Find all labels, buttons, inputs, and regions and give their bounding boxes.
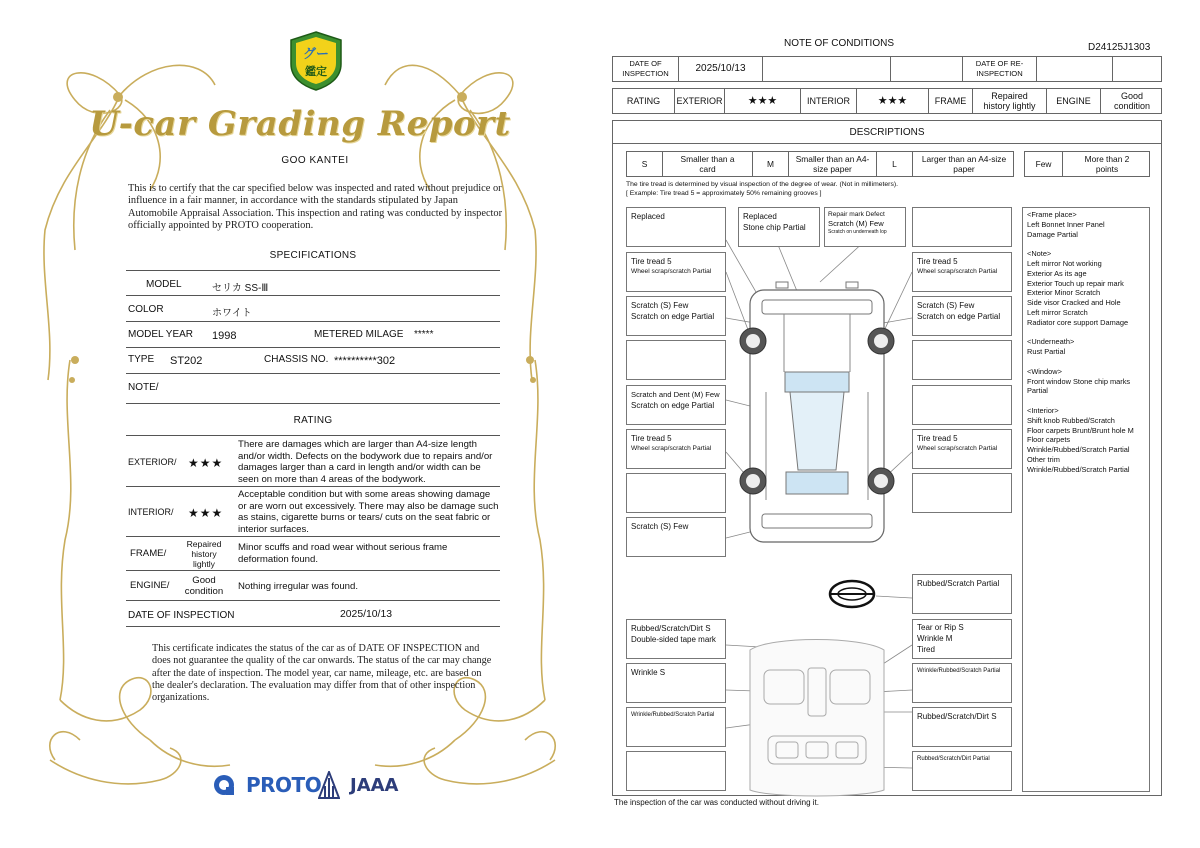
exterior-box-left-3: Scratch (S) Few Scratch on edge Partial	[626, 296, 726, 336]
tread-note-line-1: The tire tread is determined by visual inspection of the degree of wear. (Not in millimeters).	[626, 181, 898, 188]
interior-stars: ★★★	[188, 506, 224, 520]
rating-row-frame	[126, 537, 500, 571]
condition-notes-panel	[1022, 207, 1150, 792]
interior-box-left-4	[626, 751, 726, 791]
certificate-footer: This certificate indicates the status of the car as of DATE OF INSPECTION and does not guarantee the quality of the car onwards. The status of the car may change after the date of inspection. The model year, car name, mileage, etc. are based on the dealer's declaration. The evaluation may differ from that of other inspection organizations.	[152, 643, 492, 704]
note-interior-label: INTERIOR	[801, 89, 857, 113]
type-value: ST202	[170, 355, 203, 367]
engine-label: ENGINE/	[130, 580, 170, 591]
note-engine-label: ENGINE	[1047, 89, 1101, 113]
exterior-box-left-7	[626, 473, 726, 513]
proto-logo-text: PROTO	[246, 773, 322, 797]
exterior-box-left-6: Tire tread 5 Wheel scrap/scratch Partial	[626, 429, 726, 469]
model-value: セリカ SS-Ⅲ	[212, 283, 269, 294]
rating-row-date	[126, 601, 500, 627]
exterior-label: EXTERIOR/	[128, 457, 177, 467]
exterior-box-left-2: Tire tread 5 Wheel scrap/scratch Partial	[626, 252, 726, 292]
legend-key-m: M	[753, 152, 789, 176]
spec-row-type	[126, 348, 500, 374]
exterior-box-right-4	[912, 340, 1012, 380]
spec-row-color	[126, 296, 500, 322]
chassis-label: CHASSIS NO.	[264, 354, 329, 365]
note-exterior-label: EXTERIOR	[675, 89, 725, 113]
car-interior-outline	[750, 640, 884, 797]
date-of-inspection-value: 2025/10/13	[679, 57, 763, 81]
note-exterior-stars: ★★★	[725, 89, 801, 113]
model-year-value: 1998	[212, 330, 237, 342]
proto-mark-icon	[212, 773, 236, 797]
interior-box-left-2: Wrinkle S	[626, 663, 726, 703]
interior-box-left-1: Rubbed/Scratch/Dirt S Double-sided tape mark	[626, 619, 726, 659]
note-label: NOTE/	[128, 382, 159, 393]
note-frame-value: Repaired history lightly	[973, 89, 1047, 113]
frame-value: Repaired history lightly	[186, 539, 222, 569]
goo-kantei-badge	[287, 30, 345, 92]
interior-description: Acceptable condition but with some areas showing damage or are worn out excessively. There may also be damage such as stains, cigarette burns or tears/ cuts on the seat fabric or interior surfaces.	[238, 489, 499, 535]
proto-logo	[212, 770, 321, 800]
exterior-box-left-5: Scratch and Dent (M) Few Scratch on edge Partial	[626, 385, 726, 425]
rating-row-interior	[126, 487, 500, 537]
notes-window: <Window> Front window Stone chip marks Partial	[1027, 366, 1131, 396]
exterior-box-right-3: Scratch (S) Few Scratch on edge Partial	[912, 296, 1012, 336]
date-label: DATE OF INSPECTION	[128, 610, 235, 621]
model-label: MODEL	[146, 279, 182, 290]
chassis-value: **********302	[334, 355, 396, 367]
notes-frame-place: <Frame place> Left Bonnet Inner Panel Damage Partial	[1027, 210, 1105, 239]
exterior-stars: ★★★	[188, 456, 224, 470]
note-engine-value: Good condition	[1113, 91, 1151, 111]
interior-box-steering: Rubbed/Scratch Partial	[912, 574, 1012, 614]
svg-text:鑑定: 鑑定	[305, 65, 327, 78]
metered-milage-label: METERED MILAGE	[314, 329, 404, 340]
note-title: NOTE OF CONDITIONS	[784, 38, 894, 49]
legend-desc-few: More than 2 points	[1084, 154, 1130, 174]
exterior-description: There are damages which are larger than A4-size length and/or width. Defects on the bodywork due to repairs and/or damages larger than a card in length and/or width can be seen on more than 4 areas of the bodywork.	[238, 439, 493, 485]
spec-row-model	[126, 270, 500, 296]
note-interior-stars: ★★★	[857, 89, 929, 113]
legend-desc-l: Larger than an A4-size paper	[921, 154, 1007, 174]
rating-row-engine	[126, 571, 500, 601]
interior-label: INTERIOR/	[128, 507, 174, 517]
interior-box-right-4: Rubbed/Scratch/Dirt Partial	[912, 751, 1012, 791]
legend-key-s: S	[627, 152, 663, 176]
date-value: 2025/10/13	[340, 609, 393, 620]
notes-interior: <Interior> Shift knob Rubbed/Scratch Floor carpets Brunt/Brunt hole M Floor carpets Wrinkle/Rubbed/Scratch Partial Other trim Wrinkle/Rubbed/Scratch Partial	[1027, 405, 1134, 474]
legend-key-l: L	[877, 152, 913, 176]
interior-box-right-3: Rubbed/Scratch/Dirt S	[912, 707, 1012, 747]
notes-general: <Note> Left mirror Not working Exterior As its age Exterior Touch up repair mark Exterior Minor Scratch Side visor Cracked and Hole Left mirror Scratch Radiator core support Damage	[1027, 249, 1129, 327]
interior-box-right-1: Tear or Rip S Wrinkle M Tired	[912, 619, 1012, 659]
tread-note-line-2: [ Example: Tire tread 5 = approximately 50% remaining grooves ]	[626, 190, 822, 197]
color-label: COLOR	[128, 304, 164, 315]
spec-row-model-year	[126, 322, 500, 348]
model-year-label: MODEL YEAR	[128, 329, 194, 340]
interior-box-left-3: Wrinkle/Rubbed/Scratch Partial	[626, 707, 726, 747]
engine-description: Nothing irregular was found.	[238, 581, 358, 592]
note-footer: The inspection of the car was conducted without driving it.	[614, 798, 819, 807]
legend-key-few: Few	[1025, 152, 1063, 176]
frame-label: FRAME/	[130, 548, 167, 559]
engine-value: Good condition	[184, 575, 224, 597]
exterior-box-right-2: Tire tread 5 Wheel scrap/scratch Partial	[912, 252, 1012, 292]
descriptions-heading: DESCRIPTIONS	[612, 120, 1162, 144]
type-label: TYPE	[128, 354, 155, 365]
frame-description: Minor scuffs and road wear without serious frame deformation found.	[238, 542, 448, 565]
interior-box-right-2: Wrinkle/Rubbed/Scratch Partial	[912, 663, 1012, 703]
jaaa-logo-text: JAAA	[350, 774, 399, 796]
reinspection-label: DATE OF RE-INSPECTION	[963, 57, 1037, 81]
spec-row-note	[126, 374, 500, 404]
notes-underneath: <Underneath> Rust Partial	[1027, 337, 1075, 357]
exterior-box-front-center-left: Replaced Stone chip Partial	[738, 207, 820, 247]
note-frame-label: FRAME	[929, 89, 973, 113]
exterior-box-front-right	[912, 207, 1012, 247]
exterior-box-right-5	[912, 385, 1012, 425]
exterior-box-front-left: Replaced	[626, 207, 726, 247]
legend-desc-s: Smaller than a card	[663, 152, 753, 176]
exterior-box-left-4	[626, 340, 726, 380]
note-of-conditions	[600, 0, 1200, 848]
metered-milage-value: *****	[414, 329, 434, 340]
date-of-inspection-label: DATE OF INSPECTION	[613, 57, 679, 81]
legend-desc-m: Smaller than an A4-size paper	[789, 152, 877, 176]
specifications-heading: SPECIFICATIONS	[269, 250, 357, 261]
rating-label: RATING	[613, 89, 675, 113]
color-value: ホワイト	[212, 308, 252, 319]
rating-row-exterior	[126, 435, 500, 487]
jaaa-logo	[318, 770, 399, 800]
car-body-outline	[750, 282, 884, 542]
exterior-box-right-6: Tire tread 5 Wheel scrap/scratch Partial	[912, 429, 1012, 469]
svg-text:グー: グー	[302, 47, 330, 62]
rating-heading: RATING	[293, 415, 333, 426]
exterior-box-left-8: Scratch (S) Few	[626, 517, 726, 557]
jaaa-mark-icon	[318, 771, 340, 799]
steering-wheel-icon	[830, 581, 874, 607]
certificate-intro: This is to certify that the car specified below was inspected and rated without prejudice or influence in a fair manner, in accordance with the standards stipulated by Japan Automobile Appraisal Association. This inspection and rating was conducted by inspector officially appointed by PROTO cooperation.	[128, 183, 503, 232]
document-id: D24125J1303	[1088, 42, 1151, 53]
exterior-box-front-center-right: Repair mark Defect Scratch (M) Few Scratch on underneath lop	[824, 207, 906, 247]
exterior-box-right-7	[912, 473, 1012, 513]
certificate-subtitle: GOO KANTEI	[281, 155, 349, 166]
certificate-title: U-car Grading Report	[89, 104, 511, 144]
